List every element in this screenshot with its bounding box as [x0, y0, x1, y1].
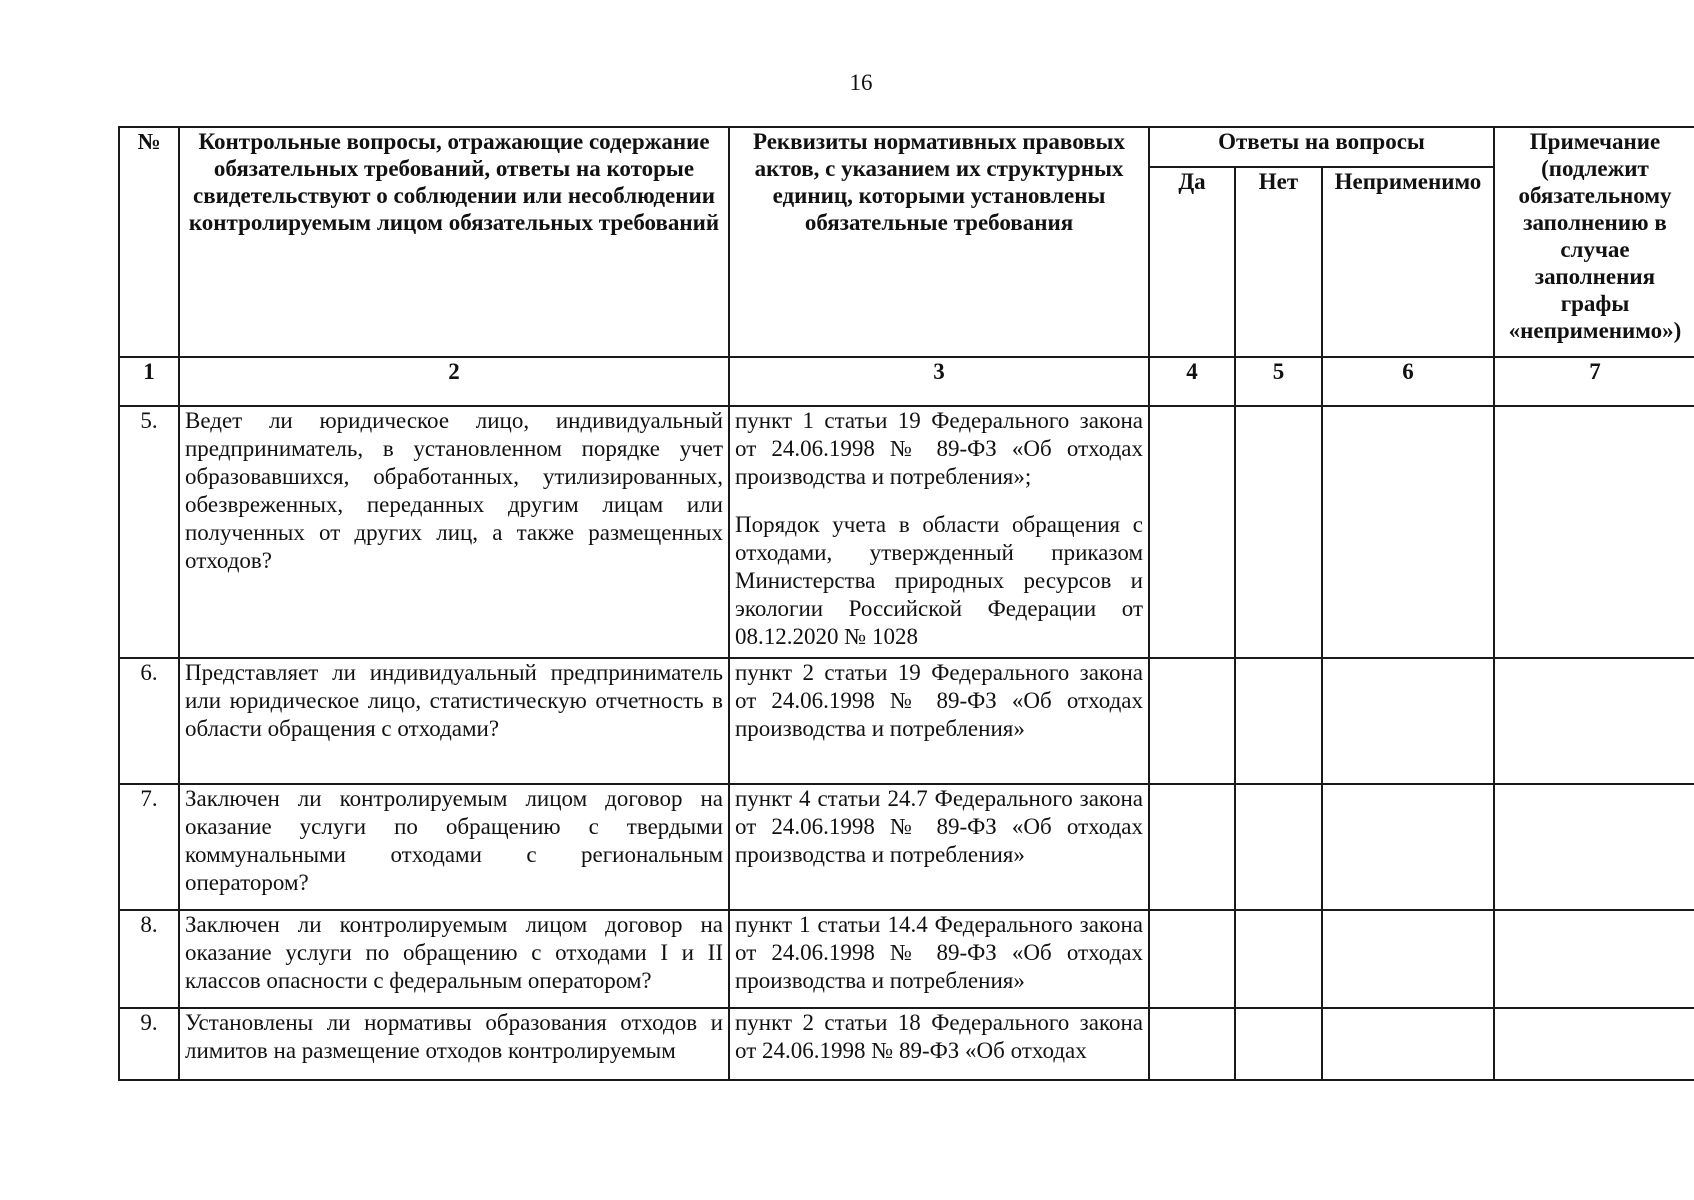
- reference-text: пункт 2 статьи 18 Федерального закона от 24.06.1998 № 89-ФЗ «Об отходах: [735, 1010, 1143, 1063]
- answer-yes-cell[interactable]: [1149, 658, 1235, 784]
- question-cell: Заключен ли контролируемым лицом договор на оказание услуги по обращению с отходами I и II классов опасности с федеральным оператором?: [179, 910, 729, 1008]
- answer-no-cell[interactable]: [1235, 910, 1322, 1008]
- reference-text: пункт 2 статьи 19 Федерального закона от 24.06.1998 № 89-ФЗ «Об отходах производства и потребления»: [735, 660, 1143, 741]
- answer-yes-cell[interactable]: [1149, 910, 1235, 1008]
- column-number: 3: [729, 357, 1149, 406]
- header-questions: Контрольные вопросы, отражающие содержание обязательных требований, ответы на которые свидетельствуют о соблюдении или несоблюдении контролируемым лицом обязательных требований: [179, 127, 729, 357]
- answer-not-applicable-cell[interactable]: [1322, 784, 1494, 910]
- table-row: [119, 784, 1694, 910]
- answer-not-applicable-cell[interactable]: [1322, 658, 1494, 784]
- answer-no-cell[interactable]: [1235, 784, 1322, 910]
- question-cell: Заключен ли контролируемым лицом договор на оказание услуги по обращению с твердыми коммунальными отходами с региональным оператором?: [179, 784, 729, 910]
- answer-not-applicable-cell[interactable]: [1322, 1008, 1494, 1080]
- row-number: 8.: [119, 910, 179, 1008]
- header-references: Реквизиты нормативных правовых актов, с указанием их структурных единиц, которыми установлены обязательные требования: [729, 127, 1149, 357]
- column-number: 2: [179, 357, 729, 406]
- reference-cell: [729, 1008, 1149, 1080]
- reference-cell: [729, 406, 1149, 658]
- header-row: [119, 127, 1694, 167]
- header-no: №: [119, 127, 179, 357]
- question-cell: Ведет ли юридическое лицо, индивидуальный предприниматель, в установленном порядке учет образовавшихся, обработанных, утилизированных, обезвреженных, переданных другим лицам или полученных от других лиц, а также размещенных отходов?: [179, 406, 729, 658]
- reference-cell: [729, 910, 1149, 1008]
- answer-no-cell[interactable]: [1235, 658, 1322, 784]
- row-number: 7.: [119, 784, 179, 910]
- reference-text: пункт 4 статьи 24.7 Федерального закона от 24.06.1998 № 89-ФЗ «Об отходах производства и потребления»: [735, 786, 1143, 867]
- column-number-row: [119, 357, 1694, 406]
- table-row: [119, 910, 1694, 1008]
- answer-no-cell[interactable]: [1235, 1008, 1322, 1080]
- note-cell[interactable]: [1494, 406, 1694, 658]
- column-number: 7: [1494, 357, 1694, 406]
- header-no-answer: Нет: [1235, 167, 1322, 357]
- reference-text: пункт 1 статьи 19 Федерального закона от 24.06.1998 № 89-ФЗ «Об отходах производства и потребления»;: [735, 408, 1143, 489]
- reference-cell: [729, 658, 1149, 784]
- note-cell[interactable]: [1494, 658, 1694, 784]
- table-row: [119, 406, 1694, 658]
- reference-text: пункт 1 статьи 14.4 Федерального закона от 24.06.1998 № 89-ФЗ «Об отходах производства и потребления»: [735, 912, 1143, 993]
- reference-text: Порядок учета в области обращения с отходами, утвержденный приказом Министерства природных ресурсов и экологии Российской Федерации от 08.12.2020 № 1028: [735, 512, 1143, 649]
- header-yes: Да: [1149, 167, 1235, 357]
- checklist-table: [118, 126, 1694, 1081]
- column-number: 5: [1235, 357, 1322, 406]
- answer-yes-cell[interactable]: [1149, 1008, 1235, 1080]
- answer-yes-cell[interactable]: [1149, 784, 1235, 910]
- header-note: Примечание (подлежит обязательному заполнению в случае заполнения графы «неприменимо»): [1494, 127, 1694, 357]
- answer-not-applicable-cell[interactable]: [1322, 910, 1494, 1008]
- note-cell[interactable]: [1494, 784, 1694, 910]
- table-row: [119, 658, 1694, 784]
- table-row: [119, 1008, 1694, 1080]
- row-number: 5.: [119, 406, 179, 658]
- note-cell[interactable]: [1494, 910, 1694, 1008]
- note-cell[interactable]: [1494, 1008, 1694, 1080]
- column-number: 1: [119, 357, 179, 406]
- answer-no-cell[interactable]: [1235, 406, 1322, 658]
- question-cell: Установлены ли нормативы образования отходов и лимитов на размещение отходов контролируемым: [179, 1008, 729, 1080]
- reference-cell: [729, 784, 1149, 910]
- answer-yes-cell[interactable]: [1149, 406, 1235, 658]
- question-cell: Представляет ли индивидуальный предприниматель или юридическое лицо, статистическую отчетность в области обращения с отходами?: [179, 658, 729, 784]
- column-number: 4: [1149, 357, 1235, 406]
- row-number: 9.: [119, 1008, 179, 1080]
- page-number: 16: [849, 70, 873, 95]
- header-not-applicable: Неприменимо: [1322, 167, 1494, 357]
- row-number: 6.: [119, 658, 179, 784]
- header-answers: Ответы на вопросы: [1149, 127, 1494, 167]
- answer-not-applicable-cell[interactable]: [1322, 406, 1494, 658]
- column-number: 6: [1322, 357, 1494, 406]
